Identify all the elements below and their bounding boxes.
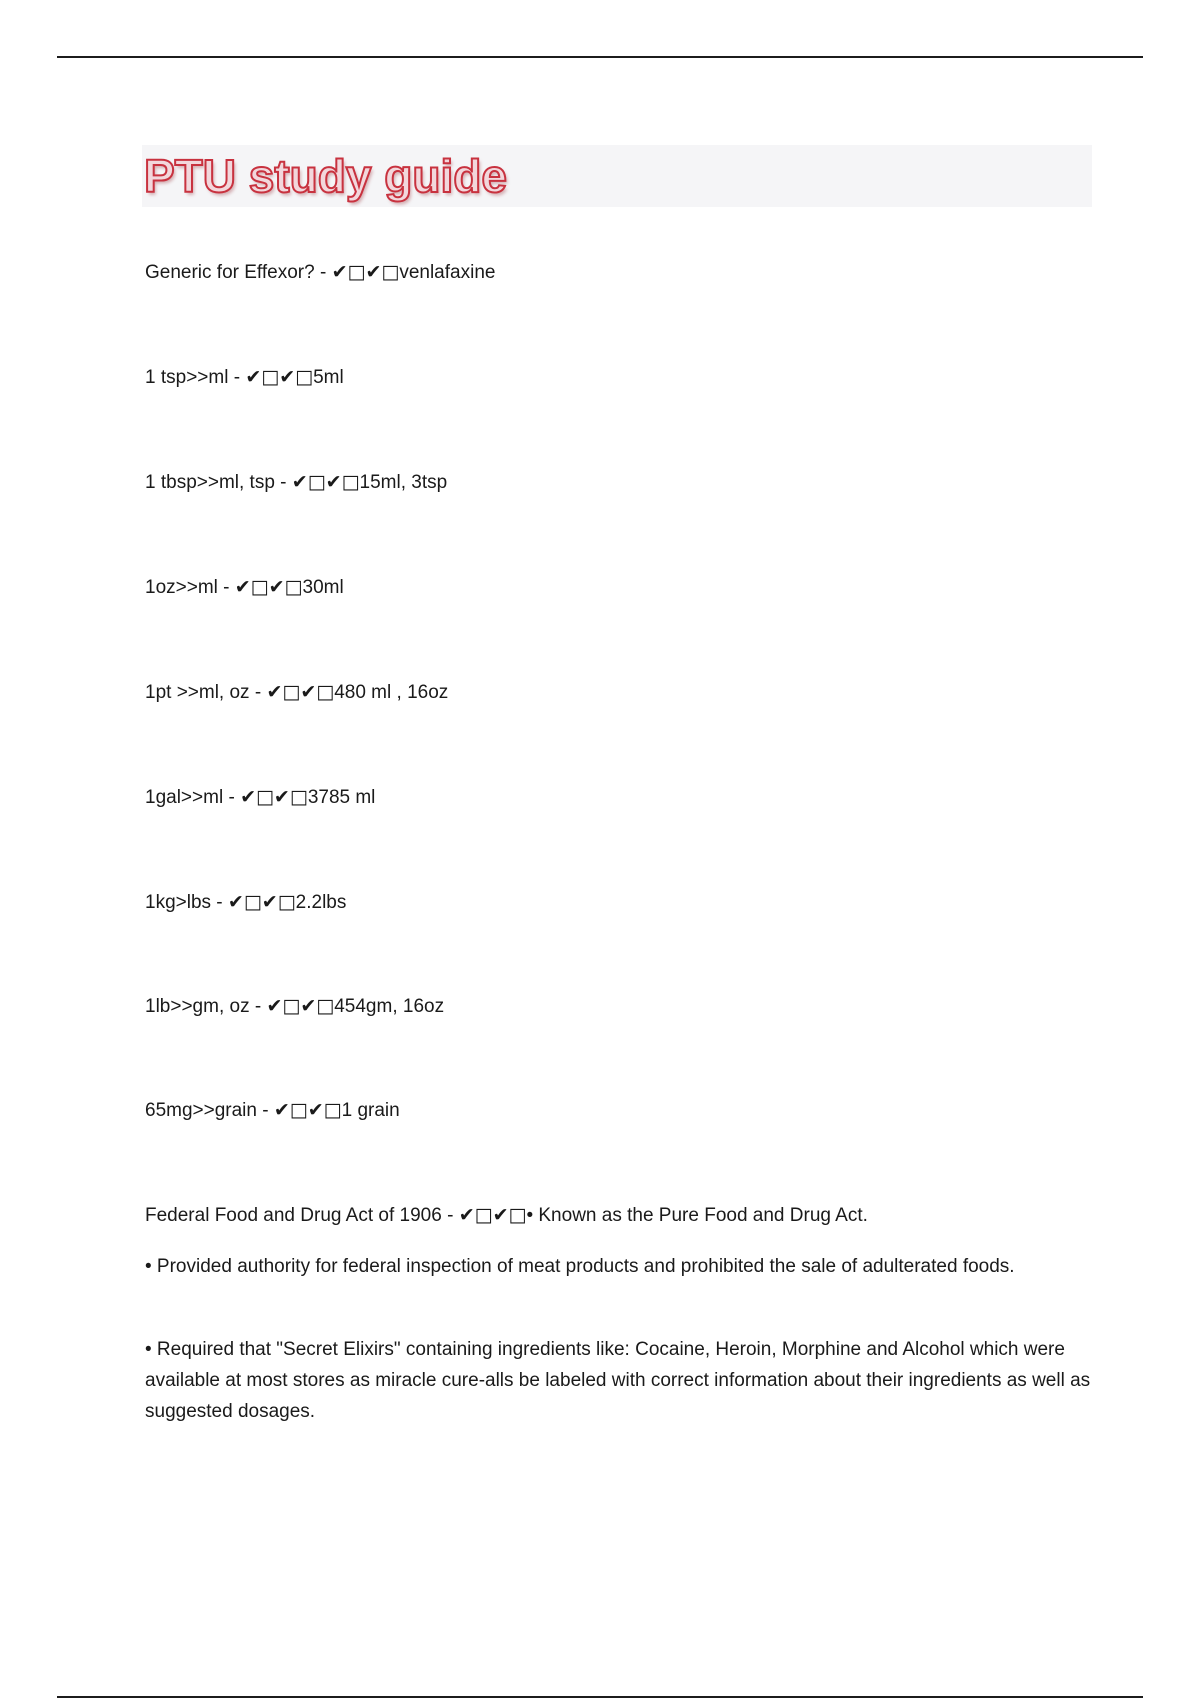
- flashcard-fda-1906: [145, 1200, 868, 1231]
- answer-text: 3785 ml: [307, 787, 376, 808]
- flashcard-gallon: [145, 782, 375, 813]
- question-text: 1 tsp>>ml: [145, 367, 229, 388]
- separator: -: [217, 577, 235, 598]
- separator: -: [223, 787, 241, 808]
- answer-text: 15ml, 3tsp: [359, 472, 448, 493]
- flashcard-pint: [145, 677, 448, 708]
- question-text: 1lb>>gm, oz: [145, 996, 250, 1017]
- answer-text: venlafaxine: [399, 262, 496, 283]
- check-mark-icon: ✔□✔□: [266, 681, 335, 703]
- check-mark-icon: ✔□✔□: [266, 995, 335, 1017]
- question-text: Generic for Effexor?: [145, 262, 315, 283]
- separator: -: [274, 472, 292, 493]
- top-rule: [57, 56, 1143, 58]
- flashcard-lb: [145, 991, 444, 1022]
- flashcard-oz: [145, 572, 344, 603]
- bullet-paragraph: • Required that "Secret Elixirs" containing ingredients like: Cocaine, Heroin, Morphine and Alcohol which were available at most stores as miracle cure-alls be labeled with correct information about their ingredients as well as suggested dosages.: [145, 1339, 1091, 1422]
- separator: -: [211, 892, 228, 913]
- separator: -: [249, 682, 267, 703]
- check-mark-icon: ✔□✔□: [273, 1099, 342, 1121]
- question-text: 1gal>>ml: [145, 787, 224, 808]
- question-text: Federal Food and Drug Act of 1906: [145, 1205, 442, 1226]
- check-mark-icon: ✔□✔□: [227, 891, 296, 913]
- flashcard-tbsp: [145, 467, 447, 498]
- bullet-paragraph: • Provided authority for federal inspection of meat products and prohibited the sale of adulterated foods.: [145, 1256, 1015, 1277]
- answer-text: 480 ml , 16oz: [334, 682, 449, 703]
- page-title: PTU study guide: [144, 150, 507, 202]
- flashcard-kg: [145, 887, 346, 918]
- separator: -: [256, 1100, 274, 1121]
- answer-text: 5ml: [313, 367, 344, 388]
- question-text: 1pt >>ml, oz: [145, 682, 250, 703]
- check-mark-icon: ✔□✔□: [245, 366, 314, 388]
- answer-text: 2.2lbs: [295, 892, 347, 913]
- check-mark-icon: ✔□✔□: [331, 261, 400, 283]
- flashcard-grain: [145, 1095, 400, 1126]
- separator: -: [441, 1205, 459, 1226]
- answer-text: 30ml: [302, 577, 344, 598]
- separator: -: [249, 996, 267, 1017]
- answer-text: 1 grain: [341, 1100, 400, 1121]
- question-text: 1 tbsp>>ml, tsp: [145, 472, 275, 493]
- answer-text: 454gm, 16oz: [334, 996, 445, 1017]
- separator: -: [314, 262, 332, 283]
- bottom-rule: [57, 1696, 1143, 1698]
- question-text: 1oz>>ml: [145, 577, 218, 598]
- check-mark-icon: ✔□✔□: [234, 576, 303, 598]
- check-mark-icon: ✔□✔□: [240, 786, 308, 808]
- answer-text: • Known as the Pure Food and Drug Act.: [526, 1205, 868, 1226]
- flashcard-effexor: [145, 257, 495, 288]
- question-text: 65mg>>grain: [145, 1100, 257, 1121]
- separator: -: [228, 367, 246, 388]
- check-mark-icon: ✔□✔□: [291, 471, 360, 493]
- flashcard-tsp: [145, 362, 344, 393]
- check-mark-icon: ✔□✔□: [458, 1204, 527, 1226]
- question-text: 1kg>lbs: [145, 892, 212, 913]
